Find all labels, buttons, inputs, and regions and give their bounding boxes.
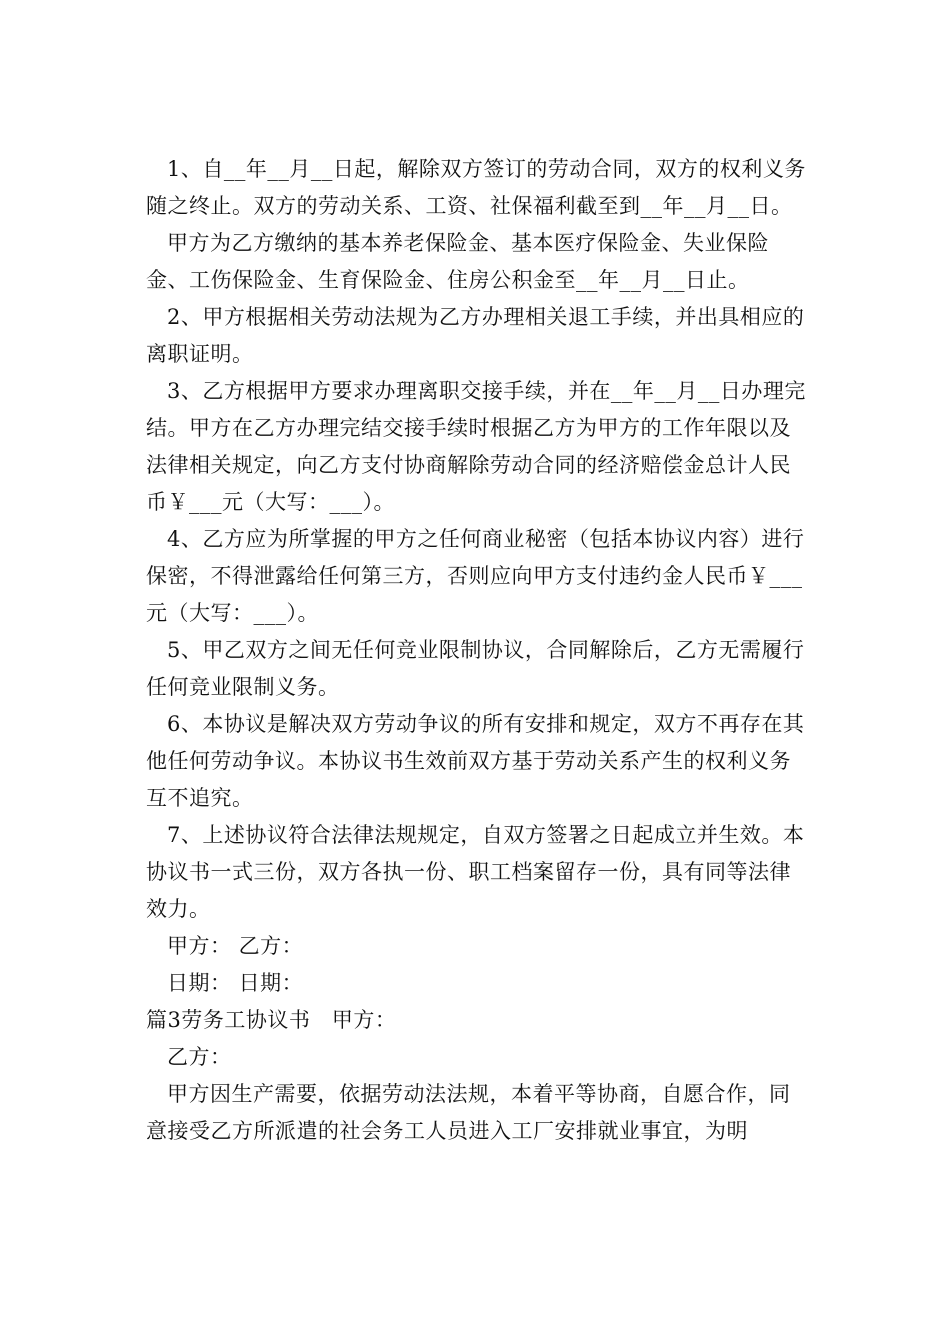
clause-5: 5、甲乙双方之间无任何竞业限制协议，合同解除后，乙方无需履行任何竞业限制义务。 — [146, 638, 805, 699]
signature-parties: 甲方： 乙方： — [167, 934, 304, 958]
intro-paragraph: 甲方因生产需要，依据劳动法法规，本着平等协商，自愿合作，同意接受乙方所派遣的社会务工人员进入工厂安排就业事宜，为明 — [146, 1082, 791, 1143]
clause-3: 3、乙方根据甲方要求办理离职交接手续，并在__年__月__日办理完结。甲方在乙方办理完结交接手续时根据乙方为甲方的工作年限以及法律相关规定，向乙方支付协商解除劳动合同的经济赔偿金总计人民币￥___元（大写：___）。 — [146, 379, 806, 514]
signature-dates: 日期： 日期： — [167, 971, 304, 995]
insurance-note: 甲方为乙方缴纳的基本养老保险金、基本医疗保险金、失业保险金、工伤保险金、生育保险金、住房公积金至__年__月__日止。 — [146, 231, 769, 292]
clause-4: 4、乙方应为所掌握的甲方之任何商业秘密（包括本协议内容）进行保密，不得泄露给任何第三方，否则应向甲方支付违约金人民币￥___元（大写：___）。 — [146, 527, 805, 625]
clause-7: 7、上述协议符合法律法规规定，自双方签署之日起成立并生效。本协议书一式三份，双方各执一份、职工档案留存一份，具有同等法律效力。 — [146, 823, 805, 921]
clause-2: 2、甲方根据相关劳动法规为乙方办理相关退工手续，并出具相应的离职证明。 — [146, 305, 805, 366]
document-body — [146, 151, 806, 1150]
party-b-label: 乙方： — [167, 1045, 232, 1069]
next-agreement-title: 篇3劳务工协议书 甲方： — [146, 1008, 397, 1032]
clause-1: 1、自__年__月__日起，解除双方签订的劳动合同，双方的权利义务随之终止。双方的劳动关系、工资、社保福利截至到__年__月__日。 — [146, 157, 806, 218]
clause-6: 6、本协议是解决双方劳动争议的所有安排和规定，双方不再存在其他任何劳动争议。本协议书生效前双方基于劳动关系产生的权利义务互不追究。 — [146, 712, 805, 810]
